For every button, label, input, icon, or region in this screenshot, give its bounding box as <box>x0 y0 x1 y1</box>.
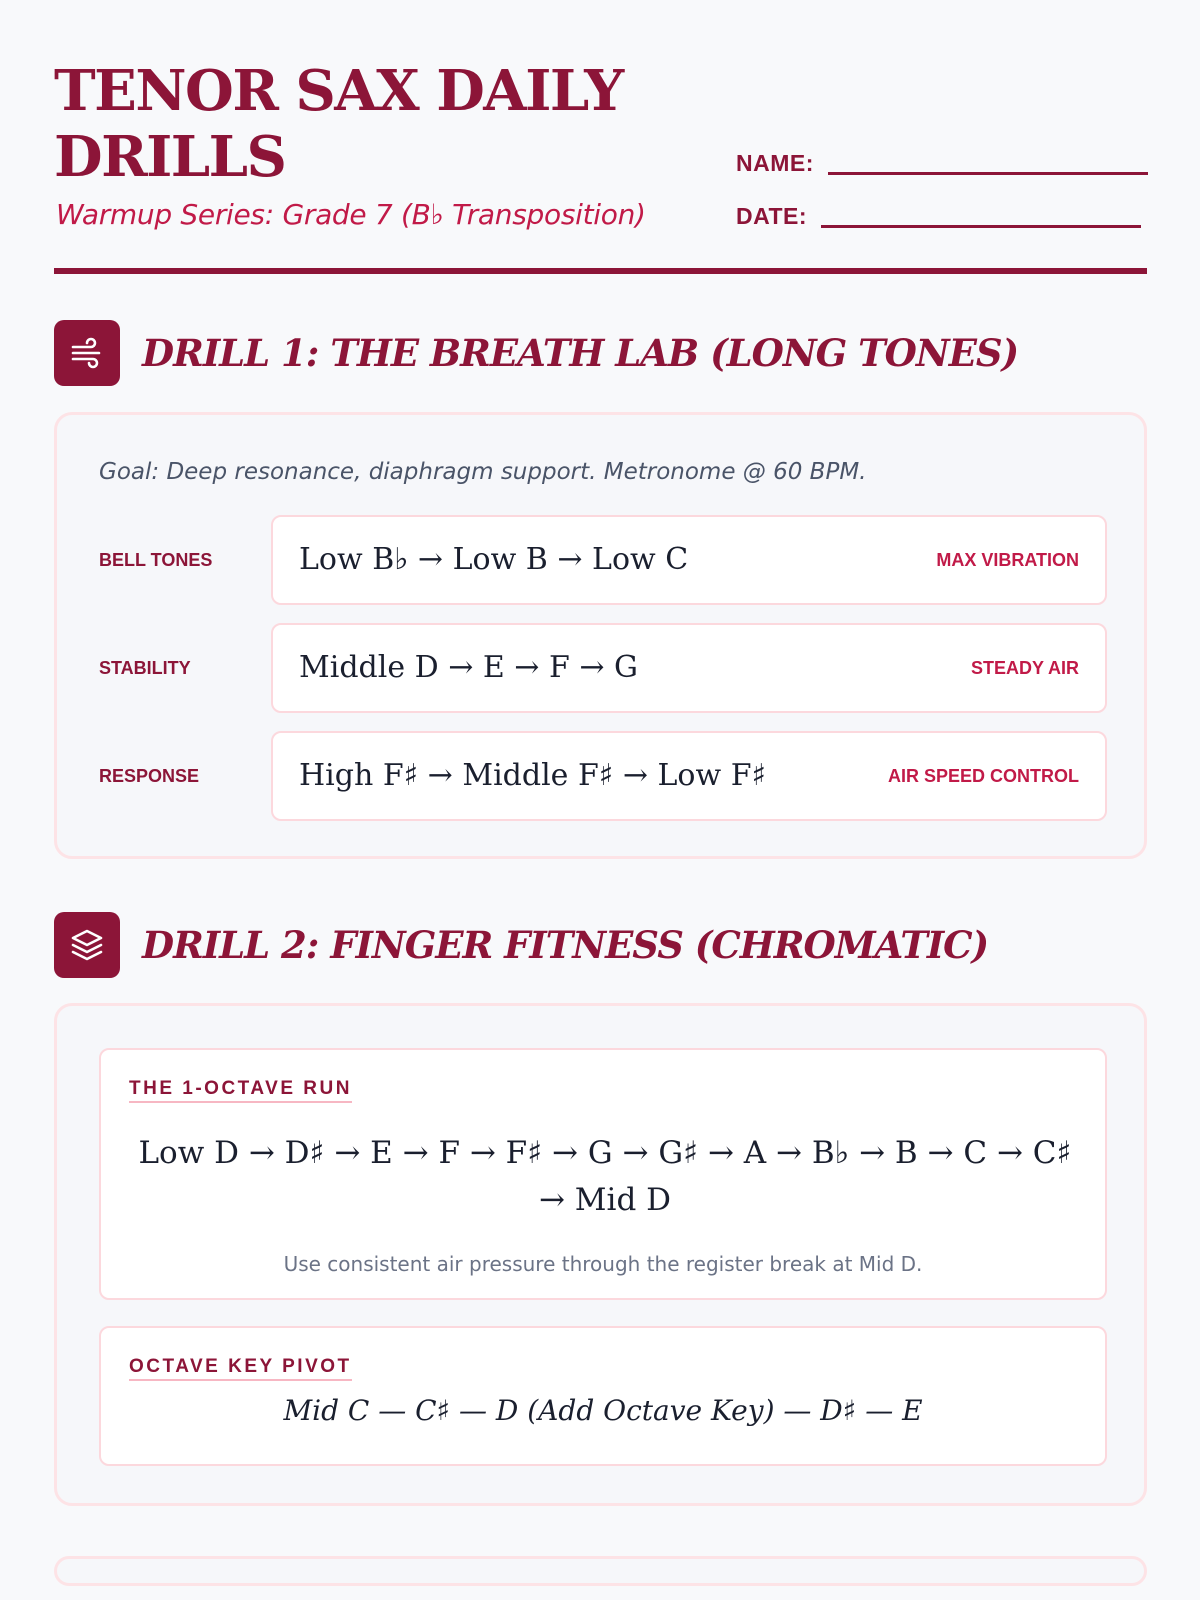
octave-run-title: THE 1-OCTAVE RUN <box>129 1078 352 1103</box>
date-label: DATE: <box>736 203 808 229</box>
drill1-title: DRILL 1: THE BREATH LAB (LONG TONES) <box>142 331 1019 375</box>
row-tag: AIR SPEED CONTROL <box>887 766 1079 786</box>
wind-icon <box>54 320 120 386</box>
row-label: STABILITY <box>99 658 191 678</box>
drill-row <box>99 623 1107 713</box>
drill1-card <box>54 412 1147 859</box>
drill-row <box>99 515 1107 605</box>
date-line[interactable] <box>821 225 1141 228</box>
name-label: NAME: <box>736 150 814 176</box>
worksheet-page <box>54 0 1147 1427</box>
octave-pivot-box <box>99 1326 1107 1466</box>
row-box <box>271 515 1107 605</box>
drill1-goal: Goal: Deep resonance, diaphragm support. Metronome @ 60 BPM. <box>99 459 867 485</box>
next-section-card <box>54 1556 1147 1586</box>
name-line[interactable] <box>828 172 1148 175</box>
drill2-title: DRILL 2: FINGER FITNESS (CHROMATIC) <box>142 923 989 967</box>
octave-run-notes: Low D → D♯ → E → F → F♯ → G → G♯ → A → B♭ → B → C → C♯ → Mid D <box>138 1135 1072 1218</box>
layers-icon <box>54 912 120 978</box>
page-subtitle: Warmup Series: Grade 7 (B♭ Transposition) <box>56 198 646 231</box>
row-notes: High F♯ → Middle F♯ → Low F♯ <box>299 758 767 793</box>
drill2-heading <box>54 912 988 978</box>
row-notes: Low B♭ → Low B → Low C <box>299 542 689 577</box>
row-tag: MAX VIBRATION <box>936 550 1079 570</box>
row-label: RESPONSE <box>99 766 200 786</box>
name-field[interactable] <box>736 150 1148 177</box>
octave-pivot-notes: Mid C — C♯ — D (Add Octave Key) — D♯ — E <box>283 1394 923 1427</box>
row-label: BELL TONES <box>99 550 213 570</box>
octave-pivot-title: OCTAVE KEY PIVOT <box>129 1356 352 1381</box>
row-box <box>271 623 1107 713</box>
row-tag: STEADY AIR <box>970 658 1079 678</box>
drill2-card <box>54 1003 1147 1506</box>
row-box <box>271 731 1107 821</box>
octave-run-box <box>99 1048 1107 1300</box>
octave-run-hint: Use consistent air pressure through the register break at Mid D. <box>283 1252 923 1276</box>
header-divider <box>54 268 1147 274</box>
page-title: TENOR SAX DAILY DRILLS <box>54 58 623 190</box>
worksheet-header <box>54 0 1147 276</box>
drill1-heading <box>54 320 1018 386</box>
drill-row <box>99 731 1107 821</box>
date-field[interactable] <box>736 203 1141 230</box>
row-notes: Middle D → E → F → G <box>299 650 638 685</box>
